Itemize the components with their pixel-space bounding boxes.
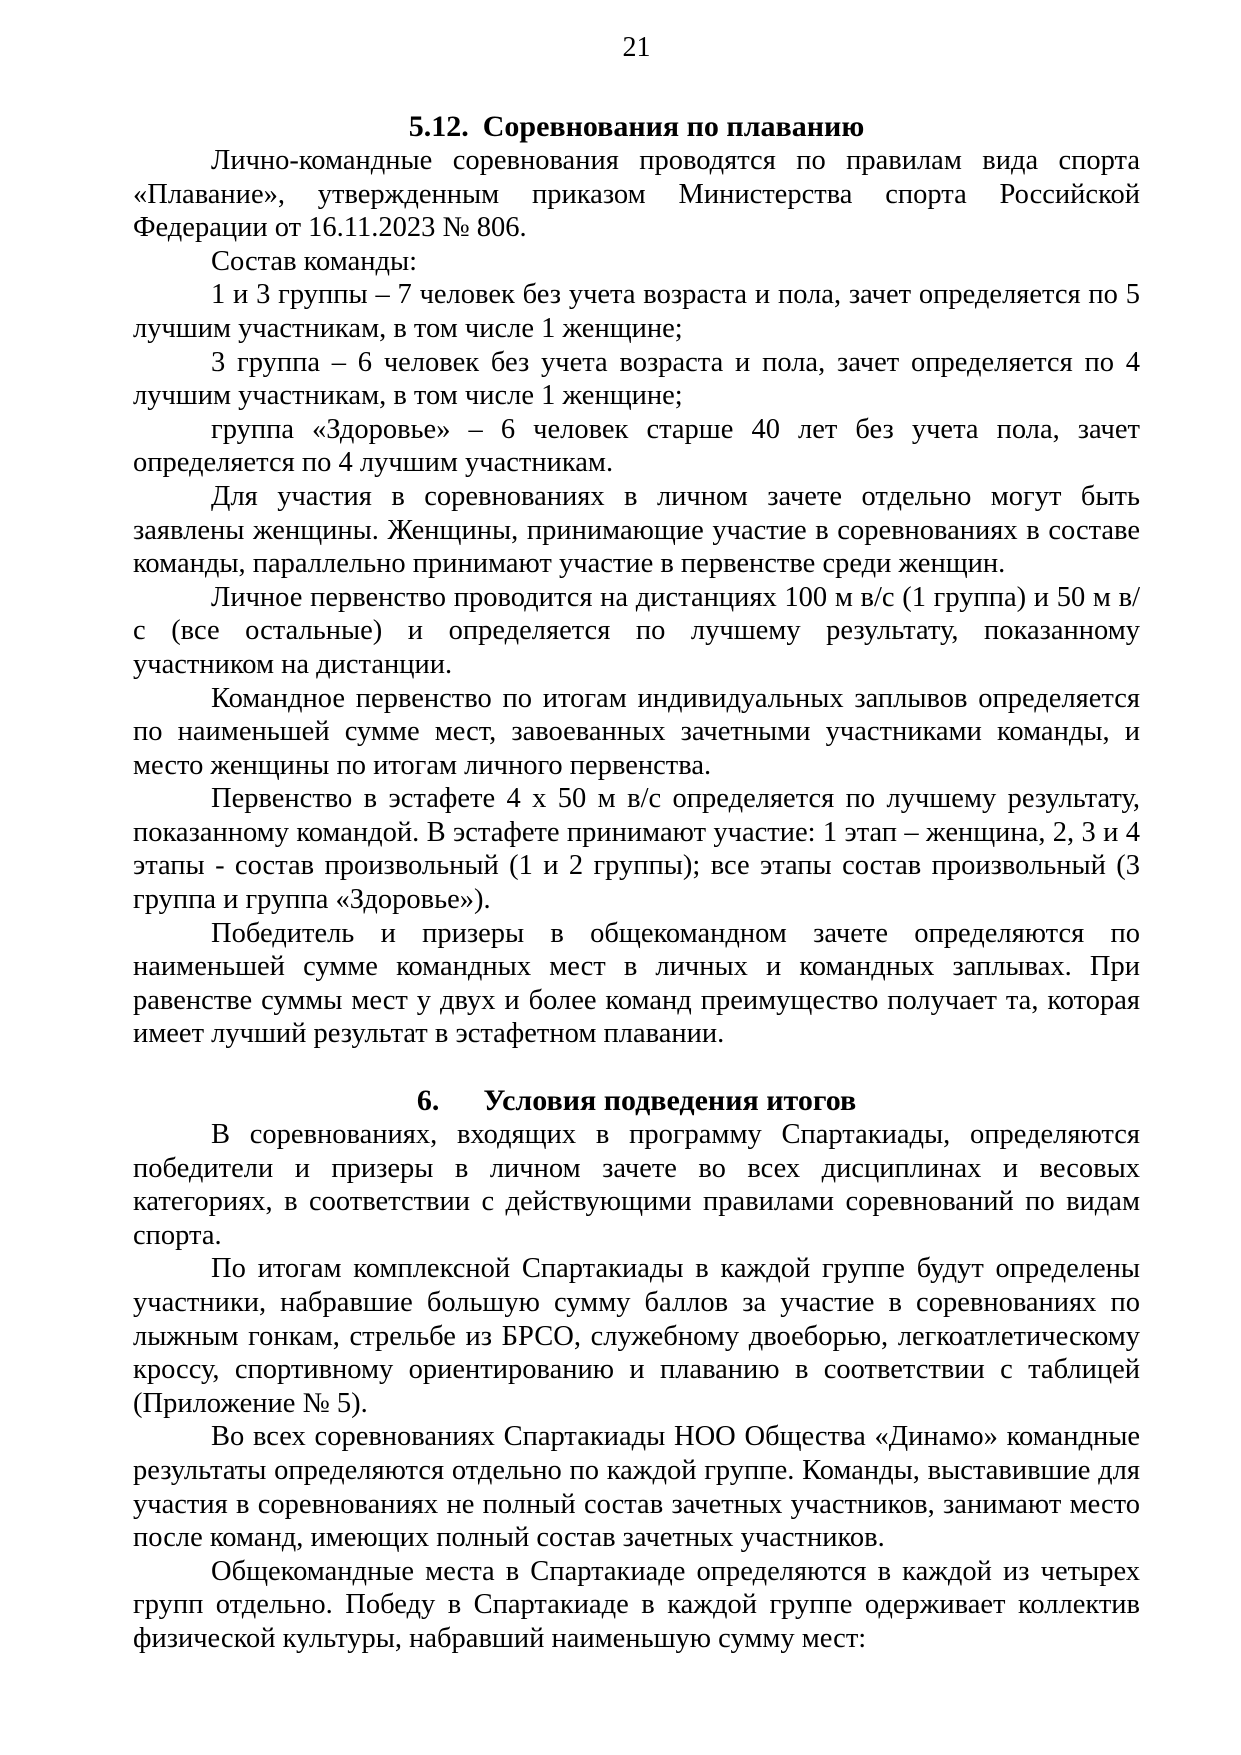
paragraph: Лично-командные соревнования проводятся по правилам вида спорта «Плавание», утвержденным приказом Министерства спорта Российской Федерации от 16.11.2023 № 806. [133, 145, 1140, 244]
section-results-body [133, 1118, 1140, 1656]
paragraph: Во всех соревнованиях Спартакиады НОО Общества «Динамо» командные результаты определяются отдельно по каждой группе. Команды, выставившие для участия в соревнованиях не полный состав зачетных участников, занимают место после команд, имеющих полный состав зачетных участников. [133, 1421, 1140, 1554]
paragraph: Командное первенство по итогам индивидуальных заплывов определяется по наименьшей сумме мест, завоеванных зачетными участниками команды, и место женщины по итогам личного первенства. [133, 682, 1140, 781]
paragraph: По итогам комплексной Спартакиады в каждой группе будут определены участники, набравшие большую сумму баллов за участие в соревнованиях по лыжным гонкам, стрельбе из БРСО, служебному двоеборью, легкоатлетическому кроссу, спортивному ориентированию и плаванию в соответствии с таблицей (Приложение № 5). [133, 1253, 1140, 1419]
section-title: Условия подведения итогов [483, 1084, 857, 1118]
paragraph: 1 и 3 группы – 7 человек без учета возраста и пола, зачет определяется по 5 лучшим участникам, в том числе 1 женщине; [133, 279, 1140, 344]
paragraph: группа «Здоровье» – 6 человек старше 40 лет без учета пола, зачет определяется по 4 лучшим участникам. [133, 413, 1140, 479]
section-swimming-body [133, 144, 1140, 1051]
paragraph: Для участия в соревнованиях в личном зачете отдельно могут быть заявлены женщины. Женщины, принимающие участие в соревнованиях в составе команды, параллельно принимают участие в первенстве среди женщин. [133, 480, 1140, 580]
section-title: Соревнования по плаванию [482, 110, 865, 143]
paragraph: Победитель и призеры в общекомандном зачете определяются по наименьшей сумме командных мест в личных и командных заплывах. При равенстве суммы мест у двух и более команд преимущество получает та, которая имеет лучший результат в эстафетном плавании. [133, 917, 1140, 1050]
paragraph: Первенство в эстафете 4 х 50 м в/с определяется по лучшему результату, показанному командой. В эстафете принимают участие: 1 этап – женщина, 2, 3 и 4 этапы - состав произвольный (1 и 2 группы); все этапы состав произвольный (3 группа и группа «Здоровье»). [133, 783, 1140, 916]
paragraph: В соревнованиях, входящих в программу Спартакиады, определяются победители и призеры в личном зачете во всех дисциплинах и весовых категориях, в соответствии с действующими правилами соревнований по видам спорта. [133, 1119, 1140, 1251]
section-heading-swimming [133, 110, 1140, 144]
paragraph: Личное первенство проводится на дистанциях 100 м в/с (1 группа) и 50 м в/с (все остальные) и определяется по лучшему результату, показанному участником на дистанции. [133, 581, 1140, 680]
page-number: 21 [622, 32, 651, 63]
paragraph: Состав команды: [211, 245, 418, 277]
section-heading-results [133, 1084, 1140, 1118]
section-number: 5.12. [408, 110, 469, 143]
section-number: 6. [416, 1084, 440, 1118]
paragraph: Общекомандные места в Спартакиаде определяются в каждой из четырех групп отдельно. Победу в Спартакиаде в каждой группе одерживает коллектив физической культуры, набравший наименьшую сумму мест: [133, 1555, 1140, 1654]
paragraph: 3 группа – 6 человек без учета возраста и пола, зачет определяется по 4 лучшим участникам, в том числе 1 женщине; [133, 346, 1140, 412]
